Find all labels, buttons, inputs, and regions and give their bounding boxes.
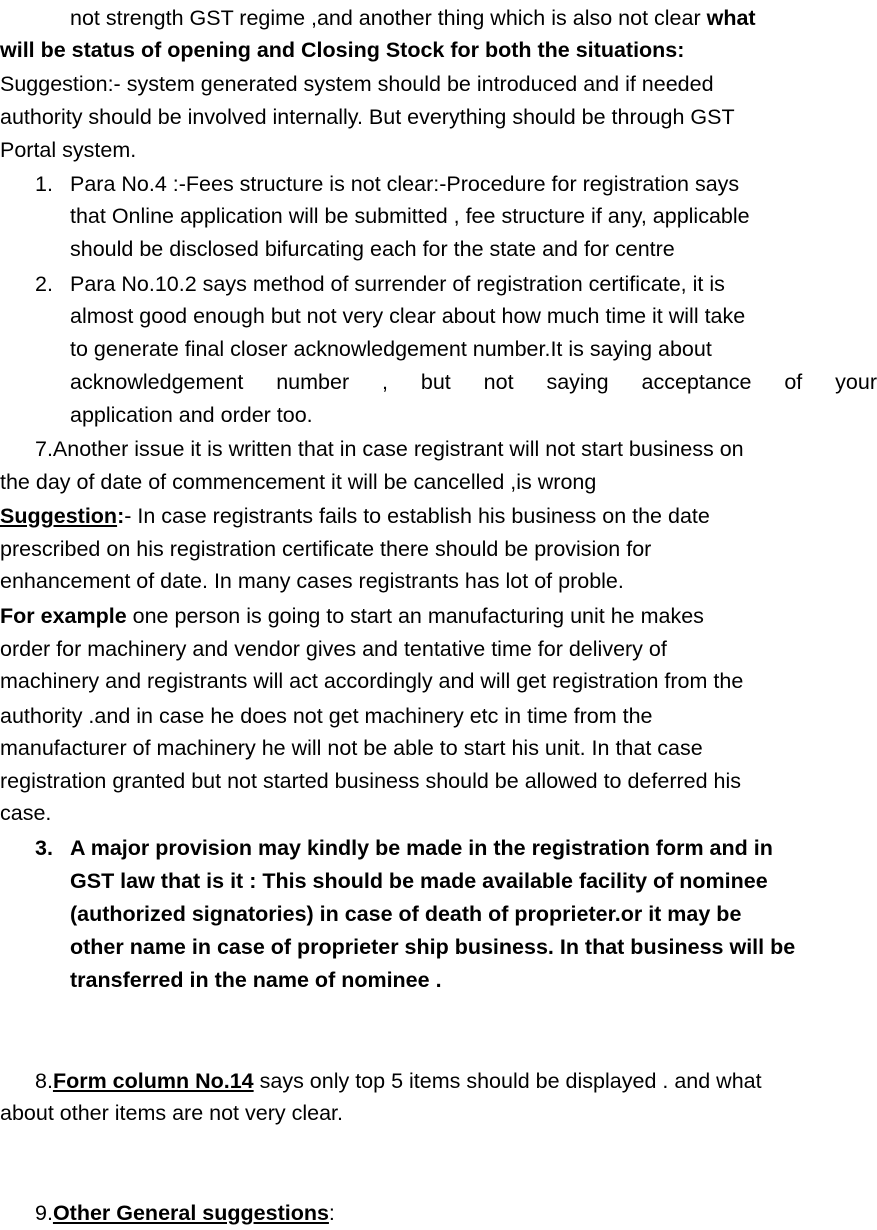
list-item-1-number: 1. (35, 172, 53, 196)
list-item-3-line-3: (authorized signatories) in case of death of proprieter.or it may be (70, 902, 742, 926)
list-item-3-line-5: transferred in the name of nominee . (70, 968, 442, 992)
para-9-line-1: 9.Other General suggestions: (35, 1201, 335, 1225)
example-line-1: For example one person is going to start an manufacturing unit he makes (0, 604, 704, 628)
list-item-2-number: 2. (35, 272, 53, 296)
para-intro-line-1: not strength GST regime ,and another thing which is also not clear what (70, 6, 756, 30)
list-item-3-line-1: A major provision may kindly be made in the registration form and in (70, 836, 773, 860)
example-line-4: authority .and in case he does not get machinery etc in time from the (0, 704, 653, 728)
list-item-3-line-2: GST law that is it : This should be made available facility of nominee (70, 869, 768, 893)
list-item-3-number: 3. (35, 836, 53, 860)
list-item-1-line-3: should be disclosed bifurcating each for the state and for centre (70, 237, 675, 261)
example-line-2: order for machinery and vendor gives and tentative time for delivery of (0, 637, 667, 661)
example-line-7: case. (0, 801, 52, 825)
list-item-2-line-2: almost good enough but not very clear about how much time it will take (70, 304, 746, 328)
suggestion-2-line-3: enhancement of date. In many cases registrants has lot of proble. (0, 569, 624, 593)
suggestion-1-line-1: Suggestion:- system generated system should be introduced and if needed (0, 72, 714, 96)
example-line-3: machinery and registrants will act accordingly and will get registration from the (0, 669, 744, 693)
example-line-5: manufacturer of machinery he will not be able to start his unit. In that case (0, 736, 703, 760)
list-item-2-line-5: application and order too. (70, 403, 313, 427)
suggestion-1-line-2: authority should be involved internally. But everything should be through GST (0, 105, 735, 129)
para-intro-line-2: will be status of opening and Closing Stock for both the situations: (0, 38, 685, 62)
para-8-line-1: 8.Form column No.14 says only top 5 items should be displayed . and what (35, 1069, 762, 1093)
example-line-6: registration granted but not started business should be allowed to deferred his (0, 769, 742, 793)
list-item-1-line-2: that Online application will be submitted , fee structure if any, applicable (70, 204, 750, 228)
suggestion-1-line-3: Portal system. (0, 138, 137, 162)
list-item-2-line-4: acknowledgement number , but not saying acceptance of your (70, 370, 877, 394)
para-7-line-2: the day of date of commencement it will be cancelled ,is wrong (0, 470, 597, 494)
list-item-2-line-1: Para No.10.2 says method of surrender of registration certificate, it is (70, 272, 725, 296)
list-item-1-line-1: Para No.4 :-Fees structure is not clear:-Procedure for registration says (70, 172, 740, 196)
suggestion-2-line-1: Suggestion:- In case registrants fails to establish his business on the date (0, 504, 710, 528)
list-item-3-line-4: other name in case of proprieter ship business. In that business will be (70, 935, 796, 959)
suggestion-2-line-2: prescribed on his registration certificate there should be provision for (0, 537, 652, 561)
list-item-2-line-3: to generate final closer acknowledgement number.It is saying about (70, 337, 712, 361)
para-8-line-2: about other items are not very clear. (0, 1101, 343, 1125)
para-7-line-1: 7.Another issue it is written that in case registrant will not start business on (35, 437, 744, 461)
